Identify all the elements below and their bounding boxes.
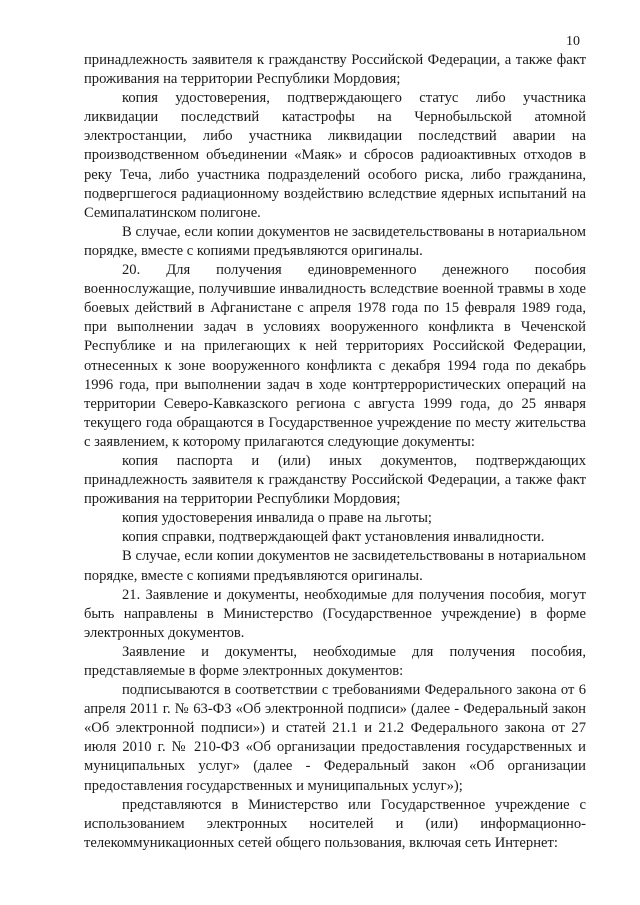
paragraph: Заявление и документы, необходимые для получения пособия, представляемые в форме электронных документов: [84, 643, 586, 679]
document-body [84, 51, 586, 853]
paragraph: копия паспорта и (или) иных документов, подтверждающих принадлежность заявителя к гражданству Российской Федерации, а также факт проживания на территории Республики Мордовия; [84, 452, 586, 508]
paragraph: В случае, если копии документов не засвидетельствованы в нотариальном порядке, вместе с копиями предъявляются оригиналы. [84, 223, 586, 259]
paragraph: подписываются в соответствии с требованиями Федерального закона от 6 апреля 2011 г. № 63-ФЗ «Об электронной подписи» (далее - Федеральный закон «Об электронной подписи») и статей 21.1 и 21.2 Федерального закона от 27 июля 2010 г. № 210-ФЗ «Об организации предоставления государственных и муниципальных услуг» (далее - Федеральный закон «Об организации предоставления государственных и муниципальных услуг»); [84, 682, 586, 794]
paragraph: принадлежность заявителя к гражданству Российской Федерации, а также факт проживания на территории Республики Мордовия; [84, 52, 586, 88]
paragraph: копия справки, подтверждающей факт установления инвалидности. [122, 529, 545, 546]
paragraph: копия удостоверения инвалида о праве на льготы; [122, 510, 432, 527]
paragraph: копия удостоверения, подтверждающего статус либо участника ликвидации последствий катастрофы на Чернобыльской атомной электростанции, либо участника ликвидации последствий аварии на производственном объединении «Маяк» и сбросов радиоактивных отходов в реку Теча, либо участника подразделений особого риска, либо гражданина, подвергшегося радиационному воздействию вследствие ядерных испытаний на Семипалатинском полигоне. [84, 90, 586, 221]
paragraph: представляются в Министерство или Государственное учреждение с использованием электронных носителей и (или) информационно-телекоммуникационных сетей общего пользования, включая сеть Интернет: [84, 796, 586, 851]
paragraph: 21. Заявление и документы, необходимые для получения пособия, могут быть направлены в Министерство (Государственное учреждение) в форме электронных документов. [84, 586, 586, 641]
paragraph: 20. Для получения единовременного денежного пособия военнослужащие, получившие инвалидность вследствие военной травмы в ходе боевых действий в Афганистане с апреля 1978 года по 15 февраля 1989 года, при выполнении задач в условиях вооруженного конфликта в Чеченской Республике и на прилегающих к ней территориях Российской Федерации, отнесенных к зоне вооруженного конфликта с декабря 1994 года по декабрь 1996 года, при выполнении задач в ходе контртеррористических операций на территории Северо-Кавказского региона с августа 1999 года, до 25 января текущего года обращаются в Государственное учреждение по месту жительства с заявлением, к которому прилагаются следующие документы: [84, 262, 586, 450]
page-number: 10 [566, 34, 580, 49]
paragraph: В случае, если копии документов не засвидетельствованы в нотариальном порядке, вместе с копиями предъявляются оригиналы. [84, 548, 586, 584]
